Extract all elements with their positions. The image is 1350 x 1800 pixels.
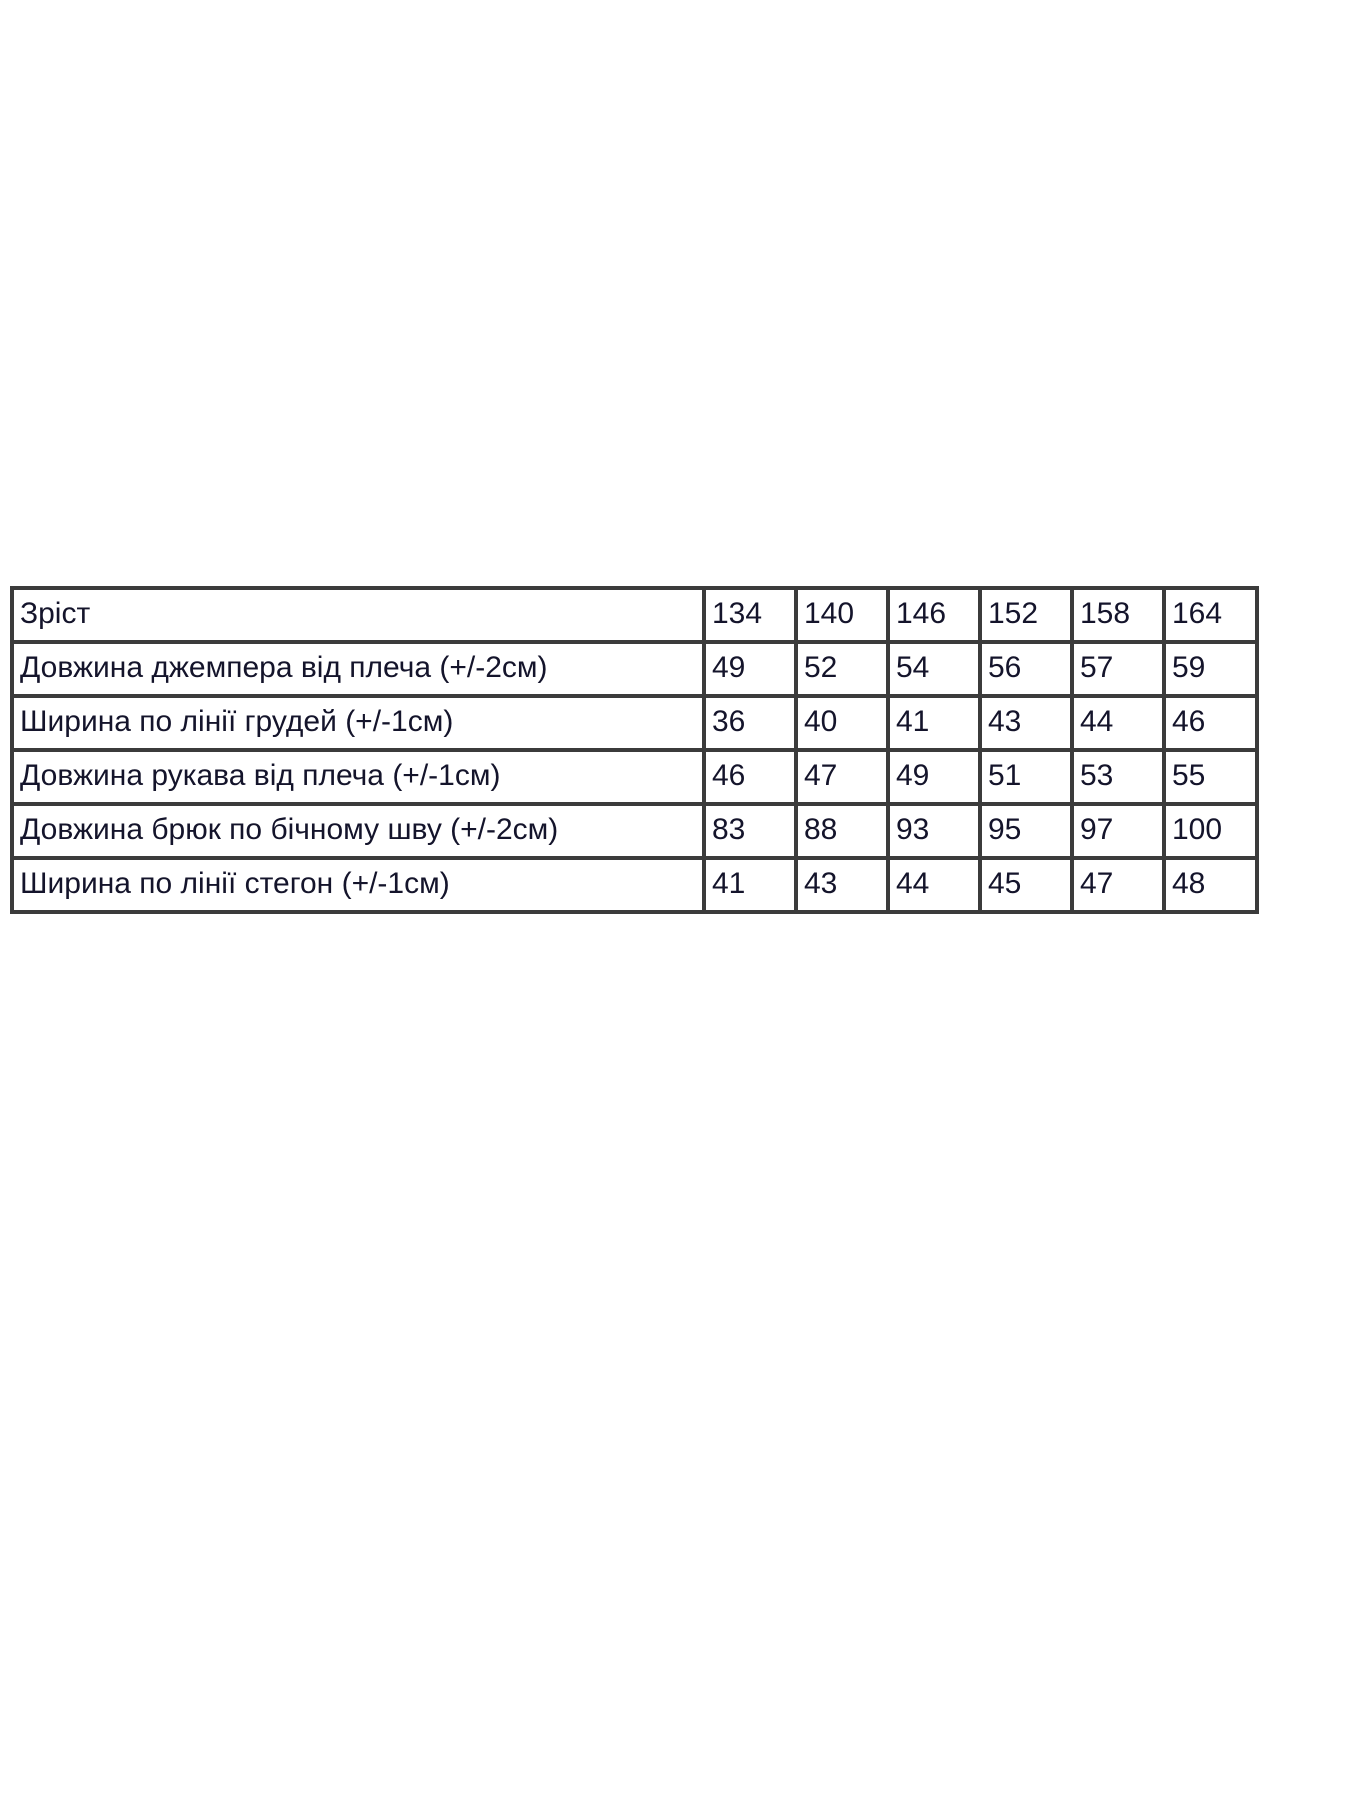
row-value: 140 <box>796 588 888 642</box>
row-value: 40 <box>796 696 888 750</box>
row-value: 48 <box>1164 858 1257 912</box>
row-value: 47 <box>1072 858 1164 912</box>
size-chart-container <box>10 586 1223 914</box>
row-value: 57 <box>1072 642 1164 696</box>
row-value: 51 <box>980 750 1072 804</box>
row-value: 46 <box>1164 696 1257 750</box>
table-row <box>12 588 1257 642</box>
row-value: 146 <box>888 588 980 642</box>
row-label: Довжина джемпера від плеча (+/-2см) <box>12 642 704 696</box>
row-label: Зріст <box>12 588 704 642</box>
row-value: 93 <box>888 804 980 858</box>
row-value: 46 <box>704 750 796 804</box>
table-row <box>12 696 1257 750</box>
row-label: Ширина по лінії грудей (+/-1см) <box>12 696 704 750</box>
row-value: 44 <box>1072 696 1164 750</box>
row-value: 56 <box>980 642 1072 696</box>
table-row <box>12 750 1257 804</box>
table-row <box>12 804 1257 858</box>
row-value: 152 <box>980 588 1072 642</box>
row-label: Довжина рукава від плеча (+/-1см) <box>12 750 704 804</box>
row-value: 97 <box>1072 804 1164 858</box>
row-value: 41 <box>888 696 980 750</box>
row-value: 59 <box>1164 642 1257 696</box>
row-value: 36 <box>704 696 796 750</box>
row-value: 88 <box>796 804 888 858</box>
size-chart-table <box>10 586 1259 914</box>
row-value: 134 <box>704 588 796 642</box>
row-value: 53 <box>1072 750 1164 804</box>
row-value: 100 <box>1164 804 1257 858</box>
row-label: Ширина по лінії стегон (+/-1см) <box>12 858 704 912</box>
row-value: 47 <box>796 750 888 804</box>
row-value: 158 <box>1072 588 1164 642</box>
row-value: 43 <box>980 696 1072 750</box>
table-row <box>12 858 1257 912</box>
row-value: 164 <box>1164 588 1257 642</box>
row-value: 49 <box>704 642 796 696</box>
row-value: 45 <box>980 858 1072 912</box>
row-value: 43 <box>796 858 888 912</box>
row-label: Довжина брюк по бічному шву (+/-2см) <box>12 804 704 858</box>
row-value: 83 <box>704 804 796 858</box>
table-row <box>12 642 1257 696</box>
row-value: 49 <box>888 750 980 804</box>
row-value: 55 <box>1164 750 1257 804</box>
row-value: 44 <box>888 858 980 912</box>
row-value: 54 <box>888 642 980 696</box>
row-value: 41 <box>704 858 796 912</box>
row-value: 95 <box>980 804 1072 858</box>
row-value: 52 <box>796 642 888 696</box>
